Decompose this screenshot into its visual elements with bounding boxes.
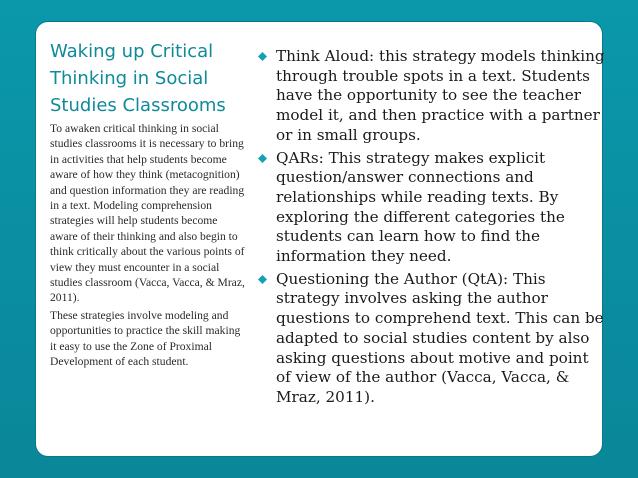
left-paragraph-2: These strategies involve modeling and opportunities to practice the skill making it easy to use the Zone of Proximal Development of each student.	[50, 308, 241, 369]
bullet-item-qars	[256, 149, 608, 267]
bullet-text: Questioning the Author (QtA): This strategy involves asking the author questions to comprehend text. This can be adapted to social studies content by also asking questions about motive and point of view of the author (Vacca, Vacca, & Mraz, 2011).	[276, 269, 604, 406]
bullet-item-think-aloud	[256, 47, 608, 146]
bullet-text: QARs: This strategy makes explicit question/answer connections and relationships while reading texts. By exploring the different categories the students can learn how to find the information they need.	[276, 148, 565, 266]
diamond-bullet-icon	[258, 154, 267, 163]
left-body	[50, 121, 246, 372]
slide-title: Waking up Critical Thinking in Social Studies Classrooms	[50, 41, 226, 116]
bullet-list	[256, 47, 608, 411]
diamond-bullet-icon	[258, 52, 267, 61]
diamond-bullet-icon	[258, 275, 267, 284]
bullet-text: Think Aloud: this strategy models thinking through trouble spots in a text. Students have the opportunity to see the teacher model it, and then practice with a partner or in small groups.	[276, 47, 605, 144]
left-paragraph-1: To awaken critical thinking in social studies classrooms it is necessary to bring in activities that help students become aware of how they think (metacognition) and question information they are reading in a text. Modeling comprehension strategies will help students become aware of their thinking and also begin to think critically about the various points of view they must encounter in a social studies classroom (Vacca, Vacca, & Mraz, 2011).	[50, 122, 245, 305]
bullet-item-qta	[256, 270, 608, 408]
